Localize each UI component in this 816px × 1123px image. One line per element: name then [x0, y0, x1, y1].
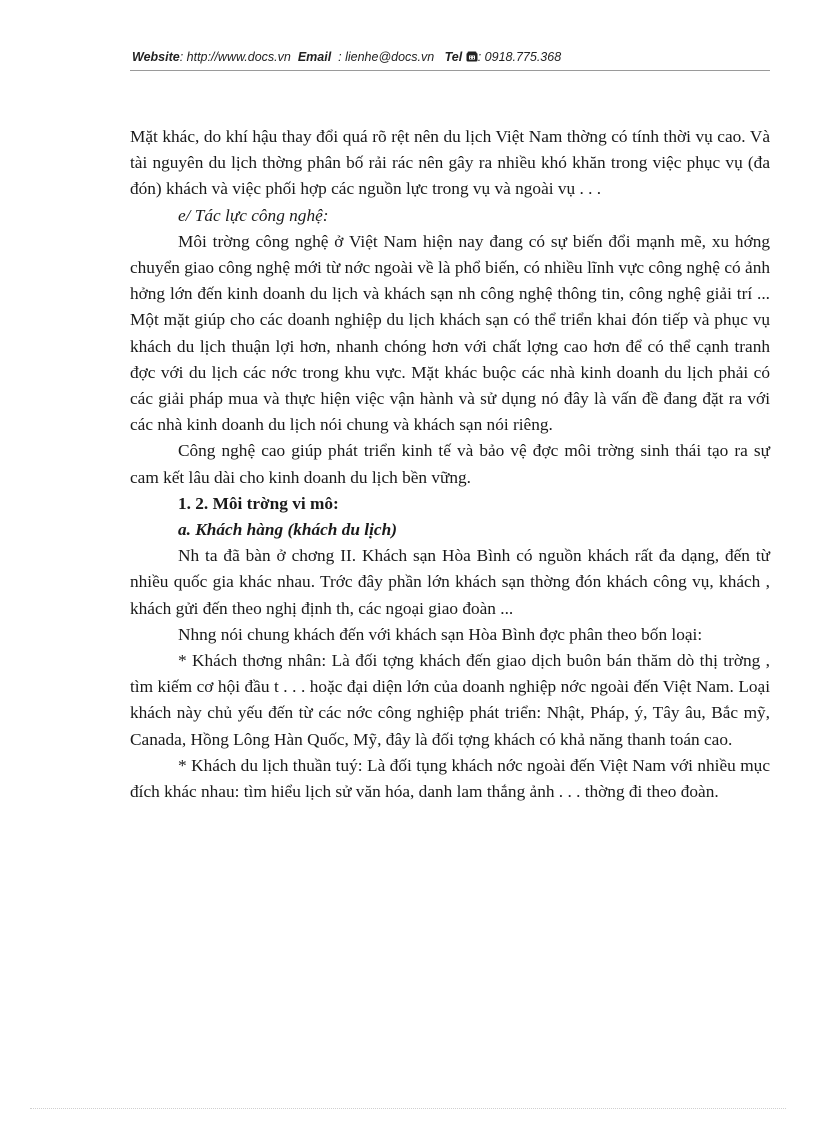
tel-value: : 0918.775.368 [477, 50, 562, 64]
heading-micro-environment: 1. 2. Môi trờng vi mô: [178, 493, 339, 513]
paragraph-high-tech: Công nghệ cao giúp phát triển kinh tế và bảo vệ đợc môi trờng sinh thái tạo ra sự cam kết lâu dài cho kinh doanh du lịch bền vững. [130, 441, 770, 487]
paragraph-leisure-guests: * Khách du lịch thuần tuý: Là đối tụng khách nớc ngoài đến Việt Nam với nhiều mục đích khác nhau: tìm hiểu lịch sử văn hóa, danh lam thắng ảnh . . . thờng đi theo đoàn. [130, 755, 770, 802]
paragraph-business-guests: * Khách thơng nhân: Là đối tợng khách đến giao dịch buôn bán thăm dò thị trờng , tìm kiếm cơ hội đầu t . . . hoặc đại diện lớn của doanh nghiệp nớc ngoài đến Việt Nam. Loại khách này chủ yếu đến từ các nớc công nghiệp phát triển: Nhật, Pháp, ý, Tây âu, Bắc mỹ, Canada, Hồng Lông Hàn Quốc, Mỹ, đây là đối tợng khách có khả năng thanh toán cao. [130, 651, 770, 749]
page-header [132, 50, 772, 65]
tel-label: Tel [444, 50, 463, 64]
email-label: Email [297, 50, 332, 64]
page-bottom-border [30, 1108, 786, 1109]
header-divider [130, 70, 770, 71]
heading-technology-factor: e/ Tác lực công nghệ: [178, 205, 329, 225]
document-body [130, 124, 770, 805]
website-label: Website [132, 50, 180, 64]
paragraph-customer-types: Nhng nói chung khách đến với khách sạn Hòa Bình đợc phân theo bốn loại: [178, 624, 703, 644]
paragraph-customer-sources: Nh ta đã bàn ở chơng II. Khách sạn Hòa Bình có nguồn khách rất đa dạng, đến từ nhiều quốc gia khác nhau. Trớc đây phần lớn khách sạn thờng đón khách công vụ, khách , khách gửi đến theo nghị định th, các ngoại giao đoàn ... [130, 546, 770, 618]
paragraph-climate: Mặt khác, do khí hậu thay đổi quá rõ rệt nên du lịch Việt Nam thờng có tính thời vụ cao. Và tài nguyên du lịch thờng phân bố rải rác nên gây ra nhiều khó khăn trong việc phục vụ (đa đón) khách và việc phối hợp các nguồn lực trong vụ và ngoài vụ . . . [130, 127, 770, 199]
website-value: : http://www.docs.vn [179, 50, 291, 64]
heading-customers: a. Khách hàng (khách du lịch) [178, 520, 397, 540]
paragraph-technology: Môi trờng công nghệ ở Việt Nam hiện nay đang có sự biến đổi mạnh mẽ, xu hớng chuyển giao công nghệ mới từ nớc ngoài về là phổ biến, có nhiều lĩnh vực công nghệ có ảnh hởng lớn đến kinh doanh du lịch và khách sạn nh công nghệ thông tin, công nghệ giải trí ... Một mặt giúp cho các doanh nghiệp du lịch khách sạn có thể triển khai đón tiếp và phục vụ khách du lịch thuận lợi hơn, nhanh chóng hơn với chất lợng cao hơn để có thể cạnh tranh đợc với du lịch các nớc trong khu vực. Mặt khác buộc các nhà kinh doanh du lịch phải có các giải pháp mua và thực hiện việc vận hành và sử dụng nó đây là vấn đề đang đặt ra với các nhà kinh doanh du lịch nói chung và khách sạn nói riêng. [130, 231, 770, 435]
phone-icon [466, 51, 478, 65]
email-value: : lienhe@docs.vn [338, 50, 435, 64]
